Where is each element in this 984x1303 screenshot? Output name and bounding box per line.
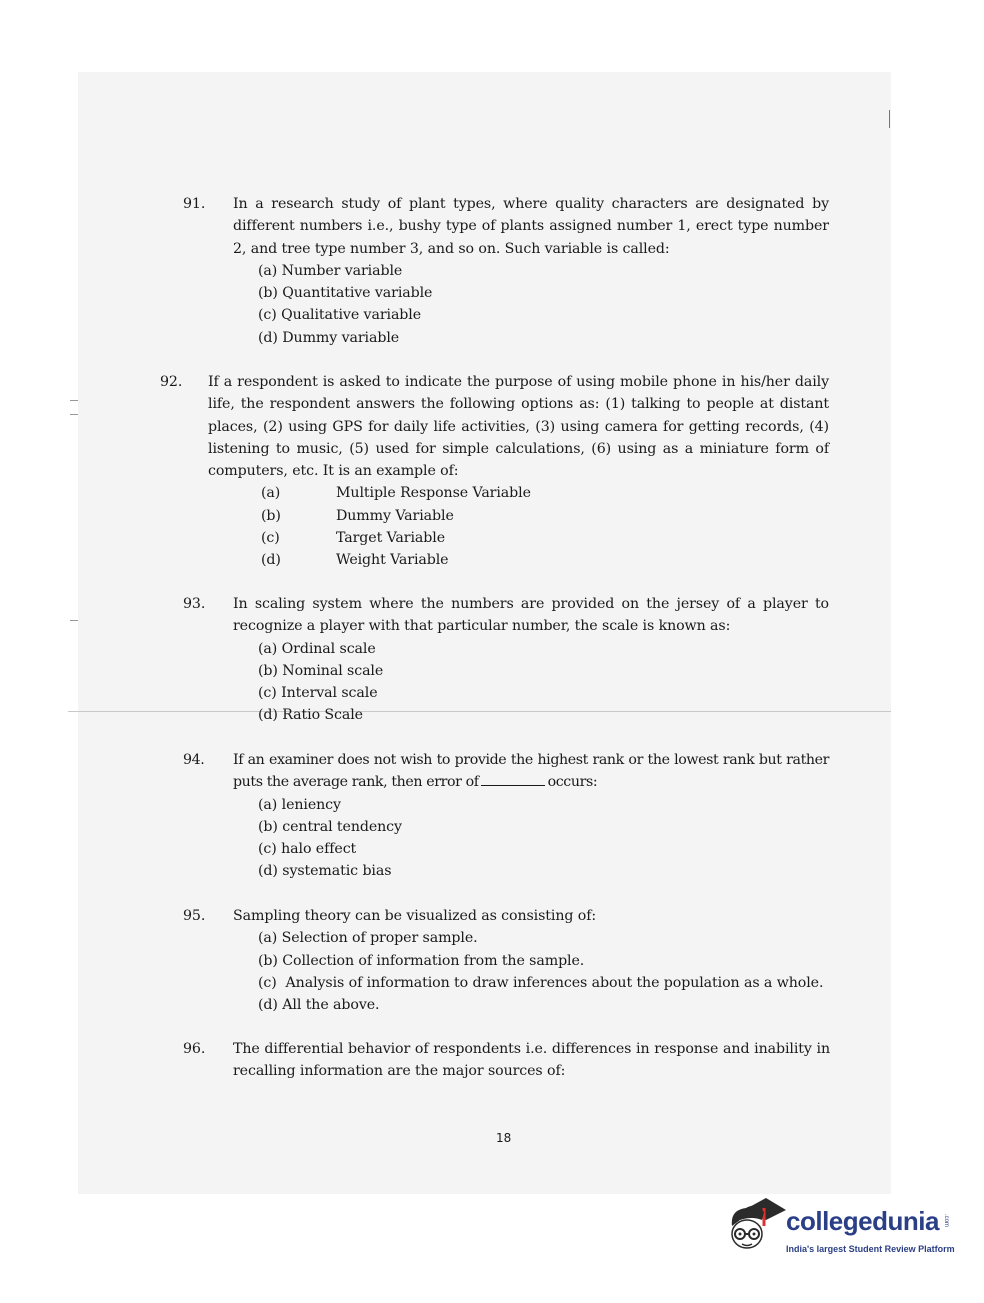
option xyxy=(261,549,829,571)
question-text: If an examiner does not wish to provide the highest rank or the lowest rank but rather puts the average rank, then error of xyxy=(233,752,829,791)
option-label: (b) xyxy=(261,507,281,524)
question-stem xyxy=(183,749,829,794)
logo-wordmark: collegedunia xyxy=(786,1206,939,1236)
option-list xyxy=(208,638,829,727)
option-label: (d) xyxy=(261,552,281,569)
option-list xyxy=(208,260,829,349)
scan-artifact-tick xyxy=(70,400,78,401)
scan-artifact-line xyxy=(889,110,890,128)
option-text: Weight Variable xyxy=(336,552,449,569)
question-text: In a research study of plant types, where quality characters are designated by different numbers i.e., bushy type of plants assigned number 1, erect type number 2, and tree type number 3, and so on. Such variable is called: xyxy=(233,196,829,257)
option-text: Target Variable xyxy=(336,530,445,547)
scan-artifact-tick xyxy=(70,414,78,415)
option: (a) Number variable xyxy=(258,262,403,279)
option-label: (a) xyxy=(261,485,281,502)
question-text: Sampling theory can be visualized as consisting of: xyxy=(233,908,597,924)
question-96 xyxy=(183,1038,830,1083)
logo-suffix: .com xyxy=(943,1214,949,1228)
option: (b) Collection of information from the sample. xyxy=(258,952,585,969)
question-number: 94. xyxy=(183,752,205,768)
question-91 xyxy=(183,193,829,349)
option: (c) Analysis of information to draw inferences about the population as a whole. xyxy=(258,974,824,991)
option-text: Dummy Variable xyxy=(336,507,454,524)
option-list xyxy=(208,927,833,1016)
question-92 xyxy=(160,371,829,572)
collegedunia-logo xyxy=(726,1196,956,1266)
question-number: 93. xyxy=(183,596,206,612)
option: (b) central tendency xyxy=(258,818,402,835)
option: (c) Interval scale xyxy=(258,685,378,702)
option-text: Multiple Response Variable xyxy=(336,485,531,502)
option: (c) Qualitative variable xyxy=(258,307,422,324)
option: (a) Selection of proper sample. xyxy=(258,930,478,947)
option-list xyxy=(208,794,829,883)
page-number: 18 xyxy=(496,1131,512,1145)
question-text: If a respondent is asked to indicate the purpose of using mobile phone in his/her daily life, the respondent answers the following options as: (1) talking to people at distant places, (2) using GPS for daily life activities, (3) using camera for getting records, (4) listening to music, (5) used for simple calculations, (6) using as a miniature form of computers, etc. It is an example of: xyxy=(208,374,829,480)
mascot-icon xyxy=(726,1196,786,1266)
option: (d) All the above. xyxy=(258,997,380,1014)
question-stem xyxy=(183,593,829,638)
logo-tagline: India's largest Student Review Platform xyxy=(786,1244,955,1254)
option: (d) Ratio Scale xyxy=(258,707,363,724)
question-text-end: occurs: xyxy=(547,774,598,791)
question-stem xyxy=(183,905,833,927)
question-stem xyxy=(183,1038,830,1083)
fill-in-blank xyxy=(481,773,545,786)
question-number: 91. xyxy=(183,196,206,212)
question-93 xyxy=(183,593,829,727)
question-95 xyxy=(183,905,833,1016)
question-number: 92. xyxy=(160,374,183,390)
scan-artifact-tick xyxy=(70,620,78,621)
option: (b) Quantitative variable xyxy=(258,285,433,302)
option-list xyxy=(184,482,829,571)
question-number: 96. xyxy=(183,1041,206,1057)
question-stem xyxy=(183,193,829,260)
option: (b) Nominal scale xyxy=(258,662,384,679)
option-label: (c) xyxy=(261,530,280,547)
option: (c) halo effect xyxy=(258,841,357,858)
option: (a) Ordinal scale xyxy=(258,640,376,657)
question-text: The differential behavior of respondents i.e. differences in response and inability in recalling information are the major sources of: xyxy=(233,1041,830,1080)
question-stem xyxy=(160,371,829,482)
option: (d) Dummy variable xyxy=(258,329,400,346)
question-number: 95. xyxy=(183,908,206,924)
question-text: In scaling system where the numbers are provided on the jersey of a player to recognize a player with that particular number, the scale is known as: xyxy=(233,596,829,635)
option: (d) systematic bias xyxy=(258,863,392,880)
option xyxy=(261,505,829,527)
option: (a) leniency xyxy=(258,796,341,813)
question-94 xyxy=(183,749,829,883)
option xyxy=(261,482,829,504)
option xyxy=(261,527,829,549)
